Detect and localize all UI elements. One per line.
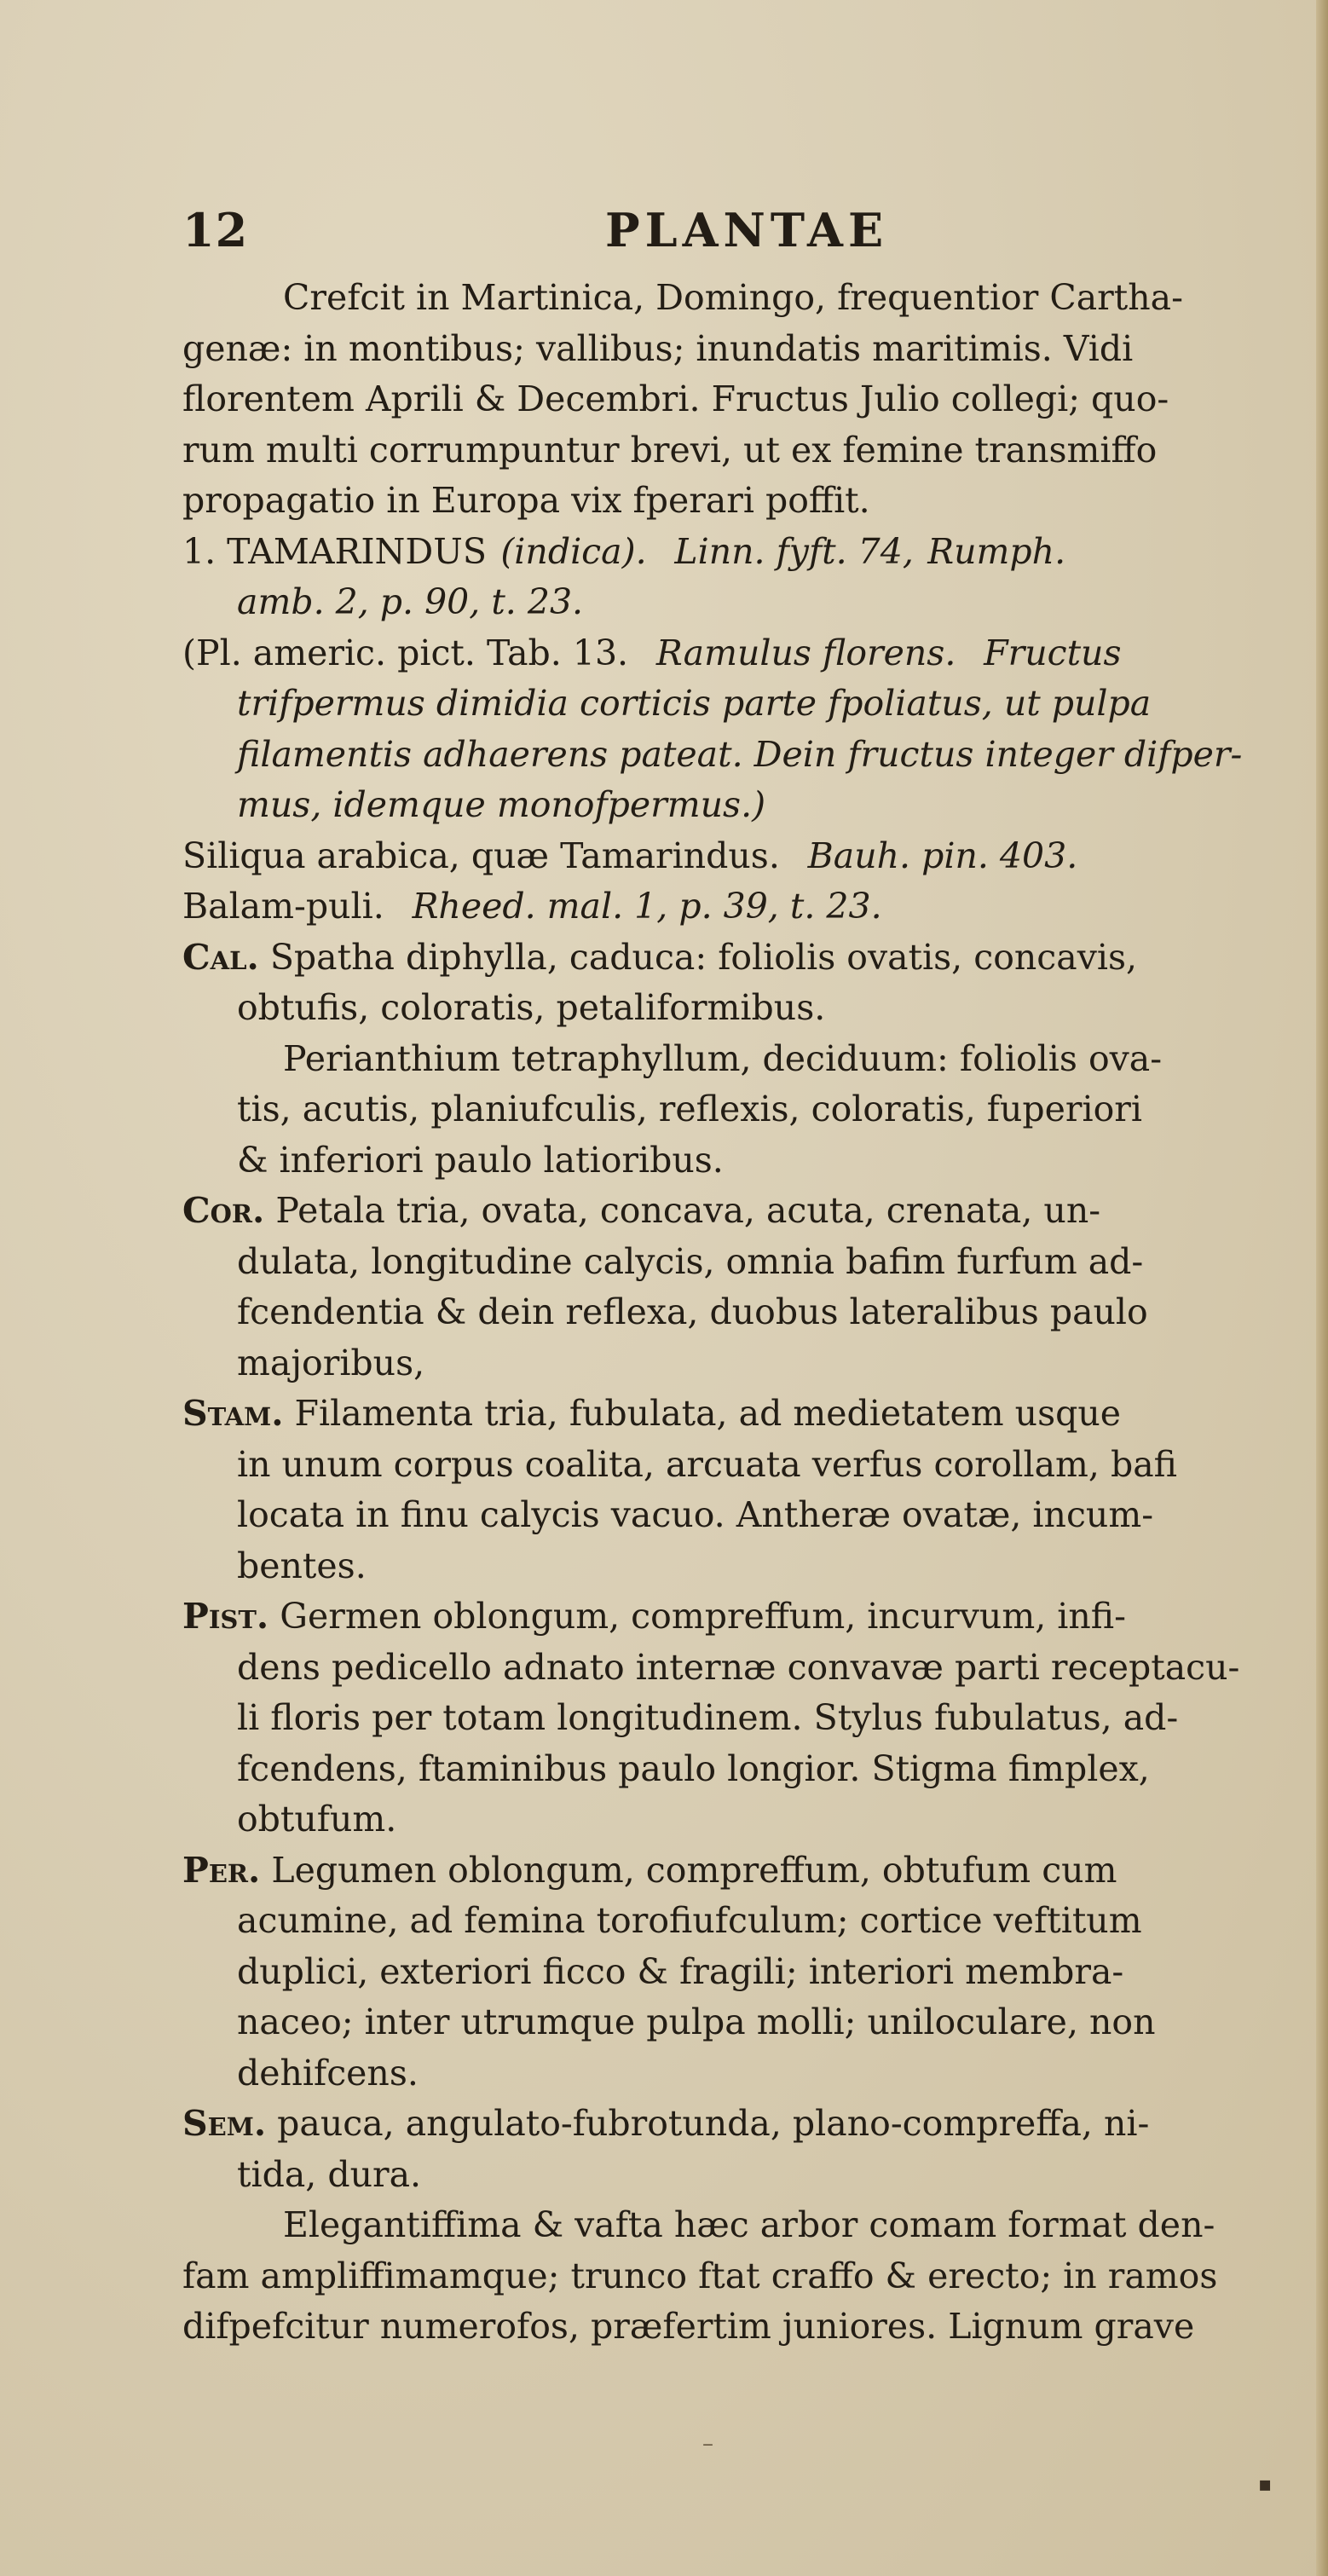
body-text	[182, 273, 1299, 2353]
text-line: li floris per totam longitudinem. Stylus fubulatus, ad-	[237, 1697, 1179, 1738]
text-line: acumine, ad femina torofiufculum; cortice veftitum	[237, 1900, 1142, 1941]
text-line: & inferiori paulo latioribus.	[237, 1139, 724, 1181]
text-span: Petala tria, ovata, concava, acuta, crenata, un-	[275, 1190, 1101, 1231]
ink-speck: ▪	[1258, 2472, 1273, 2496]
text-line: in unum corpus coalita, arcuata verfus corollam, bafi	[237, 1443, 1178, 1485]
text-line: Perianthium tetraphyllum, deciduum: foliolis ova-	[283, 1037, 1163, 1079]
page-edge	[1316, 0, 1328, 2576]
text-line: fcendens, ftaminibus paulo longior. Stigma fimplex,	[237, 1747, 1150, 1789]
plate-ref: (Pl. americ. pict. Tab. 13.	[182, 632, 629, 673]
text-line: obtufum.	[237, 1799, 397, 1840]
text-span: Legumen oblongum, compreffum, obtufum cum	[271, 1849, 1117, 1891]
plate-line	[182, 628, 1299, 679]
text-line: florentem Aprili & Decembri. Fructus Julio collegi; quo-	[182, 378, 1169, 419]
synonym-text: Balam-puli.	[182, 886, 384, 927]
text-line: duplici, exteriori ficco & fragili; interiori membra-	[237, 1950, 1124, 1992]
text-line: tida, dura.	[237, 2153, 422, 2195]
section-label: Cal.	[182, 936, 259, 978]
page-header	[182, 203, 1290, 263]
text-line: propagatio in Europa vix fperari poffit.	[182, 480, 870, 521]
text-line: dehifcens.	[237, 2052, 419, 2094]
text-span: Filamenta tria, fubulata, ad medietatem usque	[294, 1393, 1122, 1434]
section-pist	[182, 1591, 1299, 1643]
text-span: pauca, angulato-fubrotunda, plano-compreffa, ni-	[277, 2103, 1150, 2144]
text-span: Germen oblongum, compreffum, incurvum, infi-	[280, 1596, 1126, 1637]
text-line: rum multi corrumpuntur brevi, ut ex femine transmiffo	[182, 429, 1158, 471]
synonym-line	[182, 881, 1299, 933]
text-line: tis, acutis, planiufculis, reflexis, coloratis, fuperiori	[237, 1089, 1142, 1129]
text-span: Spatha diphylla, caduca: foliolis ovatis, concavis,	[269, 936, 1138, 978]
section-label: Cor.	[182, 1190, 265, 1231]
plate-caption-2: Fructus	[984, 632, 1122, 673]
page-number: 12	[182, 203, 249, 257]
section-label: Sem.	[182, 2103, 267, 2144]
entry-heading	[182, 527, 1299, 578]
plate-caption: Ramulus florens.	[655, 632, 956, 673]
section-label: Per.	[182, 1849, 261, 1891]
synonym-text: Siliqua arabica, quæ Tamarindus.	[182, 835, 780, 876]
text-line: genæ: in montibus; vallibus; inundatis maritimis. Vidi	[182, 327, 1134, 369]
text-line: obtufis, coloratis, petaliformibus.	[237, 987, 826, 1028]
section-per	[182, 1845, 1299, 1897]
text-line: dens pedicello adnato internæ convavæ parti receptacu-	[237, 1646, 1240, 1688]
text-line: Crefcit in Martinica, Domingo, frequentior Cartha-	[283, 277, 1183, 318]
text-line: difpefcitur numerofos, præfertim juniores. Lignum grave	[182, 2306, 1195, 2347]
section-label: Pist.	[182, 1596, 269, 1637]
text-line: naceo; inter utrumque pulpa molli; uniloculare, non	[237, 2001, 1156, 2042]
text-line: fam ampliffimamque; trunco ftat craffo & erecto; in ramos	[182, 2255, 1218, 2296]
section-stam	[182, 1389, 1299, 1440]
genus-name: 1. TAMARINDUS	[182, 530, 487, 572]
text-line: majoribus,	[237, 1342, 425, 1383]
text-line: filamentis adhaerens pateat. Dein fructus integer difper-	[237, 733, 1243, 775]
species-name: (indica).	[500, 530, 647, 572]
text-line: Elegantiffima & vafta hæc arbor comam format den-	[283, 2204, 1215, 2245]
section-cal	[182, 933, 1299, 984]
text-line: bentes.	[237, 1545, 367, 1586]
text-line: dulata, longitudine calycis, omnia bafim furfum ad-	[237, 1240, 1144, 1282]
bottom-mark: –	[702, 2431, 713, 2457]
synonym-ref: Rheed. mal. 1, p. 39, t. 23.	[412, 886, 882, 927]
section-cor	[182, 1186, 1299, 1237]
section-label: Stam.	[182, 1393, 284, 1434]
text-line: mus, idemque monofpermus.)	[237, 784, 766, 825]
text-line: fcendentia & dein reflexa, duobus lateralibus paulo	[237, 1291, 1148, 1332]
synonym-ref: Bauh. pin. 403.	[807, 835, 1078, 876]
running-title: PLANTAE	[605, 203, 889, 257]
synonym-line	[182, 831, 1299, 882]
text-line: trifpermus dimidia corticis parte fpoliatus, ut pulpa	[237, 683, 1152, 724]
ref-linn: Linn. fyft. 74,	[674, 530, 914, 572]
ref-rumph: Rumph.	[927, 530, 1066, 572]
text-line: amb. 2, p. 90, t. 23.	[237, 581, 584, 622]
section-sem	[182, 2099, 1299, 2150]
text-line: locata in finu calycis vacuo. Antheræ ovatæ, incum-	[237, 1494, 1154, 1535]
